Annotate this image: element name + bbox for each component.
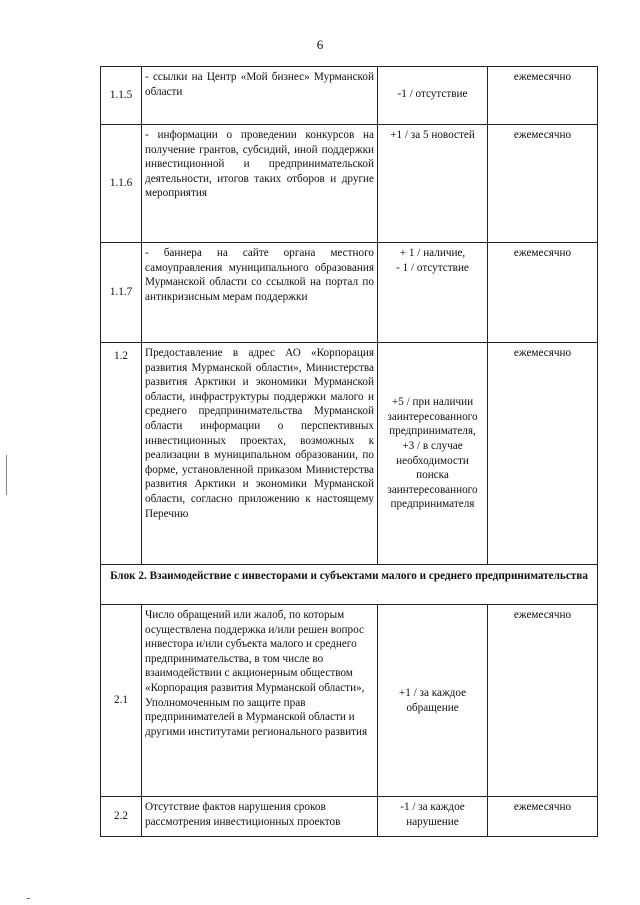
item-frequency: ежемесячно <box>488 343 598 565</box>
item-score-text: +5 / при наличии заинтересованного предпринимателя, +3 / в случае необходимости поиска заинтересованного предпринимателя <box>387 396 478 511</box>
item-frequency: ежемесячно <box>488 797 598 837</box>
item-number: 1.2 <box>101 343 142 565</box>
item-number: 1.1.5 <box>101 67 142 125</box>
item-frequency: ежемесячно <box>488 243 598 343</box>
table-row <box>101 797 598 837</box>
item-score-text: -1 / отсутствие <box>397 88 468 100</box>
item-score <box>378 343 488 565</box>
table-row <box>101 343 598 565</box>
table-row <box>101 125 598 243</box>
block-heading: Блок 2. Взаимодействие с инвесторами и субъектами малого и среднего предпринимательства <box>101 565 598 605</box>
page-number: 6 <box>316 37 324 52</box>
item-score: +1 / за каждое обращение <box>378 605 488 797</box>
item-frequency: ежемесячно <box>488 67 598 125</box>
item-number: 2.2 <box>101 797 142 837</box>
item-description: Отсутствие фактов нарушения сроков рассмотрения инвестиционных проектов <box>142 797 378 837</box>
item-description: - ссылки на Центр «Мой бизнес» Мурманской области <box>142 67 378 125</box>
item-description: Число обращений или жалоб, по которым осуществлена поддержка и/или решен вопрос инвестора и/или субъекта малого и среднего предпринимательства, в том числе во взаимодействии с акционерным обществом «Корпорация развития Мурманской области», Уполномоченным по защите прав предпринимателей в Мурманской области и другими институтами регионального развития <box>142 605 378 797</box>
item-number: 2.1 <box>101 605 142 797</box>
item-frequency: ежемесячно <box>488 605 598 797</box>
scan-artifact <box>27 898 30 899</box>
item-score <box>378 243 488 343</box>
block-heading-row <box>101 565 598 605</box>
item-frequency: ежемесячно <box>488 125 598 243</box>
item-score: -1 / за каждое нарушение <box>378 797 488 837</box>
item-description: - баннера на сайте органа местного самоуправления муниципального образования Мурманской области со ссылкой на портал по антикризисным мерам поддержки <box>142 243 378 343</box>
item-description: - информации о проведении конкурсов на получение грантов, субсидий, иной поддержки инвестиционной и предпринимательской деятельности, итогов таких отборов и другие мероприятия <box>142 125 378 243</box>
item-number: 1.1.6 <box>101 125 142 243</box>
table-row <box>101 243 598 343</box>
item-number: 1.1.7 <box>101 243 142 343</box>
item-score: +1 / за 5 новостей <box>378 125 488 243</box>
table-row <box>101 67 598 125</box>
item-description: Предоставление в адрес АО «Корпорация развития Мурманской области», Министерства развития Арктики и экономики Мурманской области, инфраструктуры поддержки малого и среднего предпринимательства Мурманской области информации о перспективных инвестиционных проектах, возможных к реализации в муниципальном образовании, по форме, установленной приказом Министерства развития Арктики и экономики Мурманской области, согласно приложению к настоящему Перечню <box>142 343 378 565</box>
scan-artifact <box>6 455 7 495</box>
table-row <box>101 605 598 797</box>
item-score <box>378 67 488 125</box>
item-score-text: + 1 / наличие, - 1 / отсутствие <box>396 247 469 274</box>
criteria-table <box>100 66 598 837</box>
